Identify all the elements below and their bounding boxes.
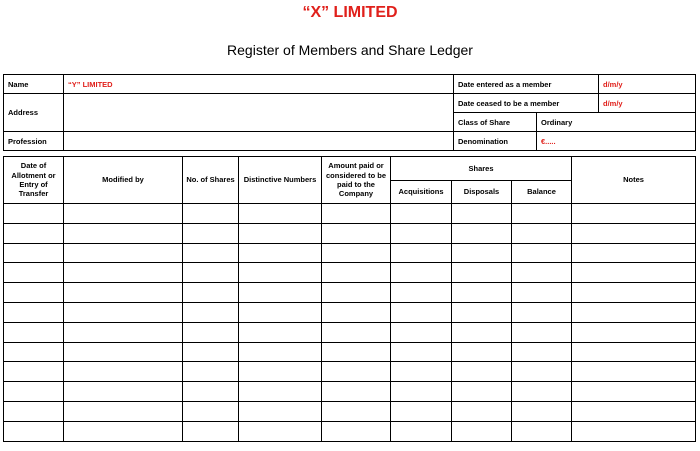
date-cell[interactable] (4, 421, 64, 441)
modified-by-cell[interactable] (64, 263, 183, 283)
ledger-row (4, 223, 696, 243)
ledger-row (4, 204, 696, 224)
balance-cell[interactable] (512, 401, 572, 421)
distinctive-numbers-cell[interactable] (239, 421, 322, 441)
modified-by-cell[interactable] (64, 322, 183, 342)
disposals-cell[interactable] (452, 362, 512, 382)
class-of-share-value[interactable]: Ordinary (537, 113, 696, 132)
date-entered-value[interactable]: d/m/y (599, 75, 696, 94)
ledger-row (4, 283, 696, 303)
modified-by-cell[interactable] (64, 401, 183, 421)
disposals-cell[interactable] (452, 401, 512, 421)
amount-paid-cell[interactable] (322, 382, 391, 402)
disposals-cell[interactable] (452, 204, 512, 224)
notes-cell[interactable] (572, 342, 696, 362)
amount-paid-cell[interactable] (322, 421, 391, 441)
no-of-shares-cell[interactable] (183, 302, 239, 322)
modified-by-cell[interactable] (64, 204, 183, 224)
disposals-cell[interactable] (452, 263, 512, 283)
distinctive-numbers-cell[interactable] (239, 223, 322, 243)
balance-cell[interactable] (512, 302, 572, 322)
date-cell[interactable] (4, 283, 64, 303)
amount-paid-cell[interactable] (322, 263, 391, 283)
acquisitions-cell[interactable] (391, 223, 452, 243)
address-value[interactable] (64, 94, 454, 132)
notes-cell[interactable] (572, 263, 696, 283)
distinctive-numbers-cell[interactable] (239, 302, 322, 322)
disposals-cell[interactable] (452, 223, 512, 243)
balance-header: Balance (512, 180, 572, 204)
modified-by-cell[interactable] (64, 243, 183, 263)
ledger-header-row (4, 157, 696, 181)
distinctive-numbers-cell[interactable] (239, 401, 322, 421)
ledger-row (4, 362, 696, 382)
acquisitions-cell[interactable] (391, 421, 452, 441)
amount-paid-header: Amount paid or considered to be paid to the Company (322, 157, 391, 204)
notes-cell[interactable] (572, 322, 696, 342)
amount-paid-cell[interactable] (322, 342, 391, 362)
acquisitions-header: Acquisitions (391, 180, 452, 204)
modified-by-cell[interactable] (64, 382, 183, 402)
date-cell[interactable] (4, 204, 64, 224)
date-cell[interactable] (4, 382, 64, 402)
distinctive-numbers-cell[interactable] (239, 243, 322, 263)
notes-cell[interactable] (572, 382, 696, 402)
ledger-row (4, 302, 696, 322)
address-label: Address (4, 94, 64, 132)
balance-cell[interactable] (512, 322, 572, 342)
balance-cell[interactable] (512, 342, 572, 362)
distinctive-numbers-cell[interactable] (239, 204, 322, 224)
date-ceased-label: Date ceased to be a member (454, 94, 599, 113)
date-cell[interactable] (4, 243, 64, 263)
disposals-cell[interactable] (452, 322, 512, 342)
notes-cell[interactable] (572, 243, 696, 263)
no-of-shares-cell[interactable] (183, 204, 239, 224)
distinctive-numbers-cell[interactable] (239, 322, 322, 342)
date-cell[interactable] (4, 362, 64, 382)
disposals-cell[interactable] (452, 302, 512, 322)
acquisitions-cell[interactable] (391, 382, 452, 402)
distinctive-numbers-cell[interactable] (239, 342, 322, 362)
acquisitions-cell[interactable] (391, 401, 452, 421)
distinctive-numbers-cell[interactable] (239, 283, 322, 303)
modified-by-cell[interactable] (64, 342, 183, 362)
ledger-row (4, 421, 696, 441)
notes-cell[interactable] (572, 401, 696, 421)
date-cell[interactable] (4, 322, 64, 342)
ledger-row (4, 243, 696, 263)
date-cell[interactable] (4, 401, 64, 421)
amount-paid-cell[interactable] (322, 401, 391, 421)
share-ledger-table (3, 156, 696, 442)
shares-header: Shares (391, 157, 572, 181)
modified-by-cell[interactable] (64, 362, 183, 382)
denomination-label: Denomination (454, 132, 537, 151)
disposals-cell[interactable] (452, 382, 512, 402)
amount-paid-cell[interactable] (322, 283, 391, 303)
address-row (4, 94, 696, 113)
balance-cell[interactable] (512, 204, 572, 224)
date-ceased-value[interactable]: d/m/y (599, 94, 696, 113)
no-of-shares-cell[interactable] (183, 283, 239, 303)
modified-by-cell[interactable] (64, 283, 183, 303)
register-title: Register of Members and Share Ledger (227, 42, 473, 58)
amount-paid-cell[interactable] (322, 322, 391, 342)
acquisitions-cell[interactable] (391, 362, 452, 382)
date-cell[interactable] (4, 342, 64, 362)
modified-by-cell[interactable] (64, 302, 183, 322)
acquisitions-cell[interactable] (391, 342, 452, 362)
ledger-row (4, 401, 696, 421)
ledger-row (4, 342, 696, 362)
notes-cell[interactable] (572, 283, 696, 303)
balance-cell[interactable] (512, 243, 572, 263)
no-of-shares-cell[interactable] (183, 362, 239, 382)
ledger-row (4, 263, 696, 283)
no-of-shares-cell[interactable] (183, 263, 239, 283)
acquisitions-cell[interactable] (391, 322, 452, 342)
ledger-body (4, 204, 696, 442)
amount-paid-cell[interactable] (322, 223, 391, 243)
no-of-shares-header: No. of Shares (183, 157, 239, 204)
modified-by-cell[interactable] (64, 223, 183, 243)
acquisitions-cell[interactable] (391, 243, 452, 263)
profession-label: Profession (4, 132, 64, 151)
no-of-shares-cell[interactable] (183, 243, 239, 263)
balance-cell[interactable] (512, 382, 572, 402)
member-info-table (3, 74, 696, 151)
disposals-cell[interactable] (452, 243, 512, 263)
amount-paid-cell[interactable] (322, 204, 391, 224)
acquisitions-cell[interactable] (391, 283, 452, 303)
denomination-value[interactable]: €..... (537, 132, 696, 151)
disposals-cell[interactable] (452, 421, 512, 441)
amount-paid-cell[interactable] (322, 362, 391, 382)
no-of-shares-cell[interactable] (183, 421, 239, 441)
disposals-header: Disposals (452, 180, 512, 204)
date-cell[interactable] (4, 223, 64, 243)
no-of-shares-cell[interactable] (183, 322, 239, 342)
distinctive-numbers-cell[interactable] (239, 263, 322, 283)
notes-cell[interactable] (572, 362, 696, 382)
profession-value[interactable] (64, 132, 454, 151)
ledger-row (4, 322, 696, 342)
profession-row (4, 132, 696, 151)
name-row (4, 75, 696, 94)
acquisitions-cell[interactable] (391, 204, 452, 224)
ledger-row (4, 382, 696, 402)
balance-cell[interactable] (512, 421, 572, 441)
distinctive-numbers-header: Distinctive Numbers (239, 157, 322, 204)
name-label: Name (4, 75, 64, 94)
notes-cell[interactable] (572, 204, 696, 224)
no-of-shares-cell[interactable] (183, 401, 239, 421)
balance-cell[interactable] (512, 362, 572, 382)
name-value[interactable]: “Y” LIMITED (64, 75, 454, 94)
no-of-shares-cell[interactable] (183, 342, 239, 362)
balance-cell[interactable] (512, 283, 572, 303)
date-entered-label: Date entered as a member (454, 75, 599, 94)
company-title: “X” LIMITED (302, 4, 398, 21)
balance-cell[interactable] (512, 223, 572, 243)
class-of-share-label: Class of Share (454, 113, 537, 132)
notes-cell[interactable] (572, 223, 696, 243)
acquisitions-cell[interactable] (391, 302, 452, 322)
modified-by-header: Modified by (64, 157, 183, 204)
amount-paid-cell[interactable] (322, 243, 391, 263)
notes-cell[interactable] (572, 421, 696, 441)
date-of-allotment-header: Date of Allotment or Entry of Transfer (4, 157, 64, 204)
no-of-shares-cell[interactable] (183, 223, 239, 243)
balance-cell[interactable] (512, 263, 572, 283)
amount-paid-cell[interactable] (322, 302, 391, 322)
disposals-cell[interactable] (452, 342, 512, 362)
date-cell[interactable] (4, 263, 64, 283)
date-cell[interactable] (4, 302, 64, 322)
notes-header: Notes (572, 157, 696, 204)
distinctive-numbers-cell[interactable] (239, 382, 322, 402)
disposals-cell[interactable] (452, 283, 512, 303)
no-of-shares-cell[interactable] (183, 382, 239, 402)
acquisitions-cell[interactable] (391, 263, 452, 283)
notes-cell[interactable] (572, 302, 696, 322)
distinctive-numbers-cell[interactable] (239, 362, 322, 382)
modified-by-cell[interactable] (64, 421, 183, 441)
